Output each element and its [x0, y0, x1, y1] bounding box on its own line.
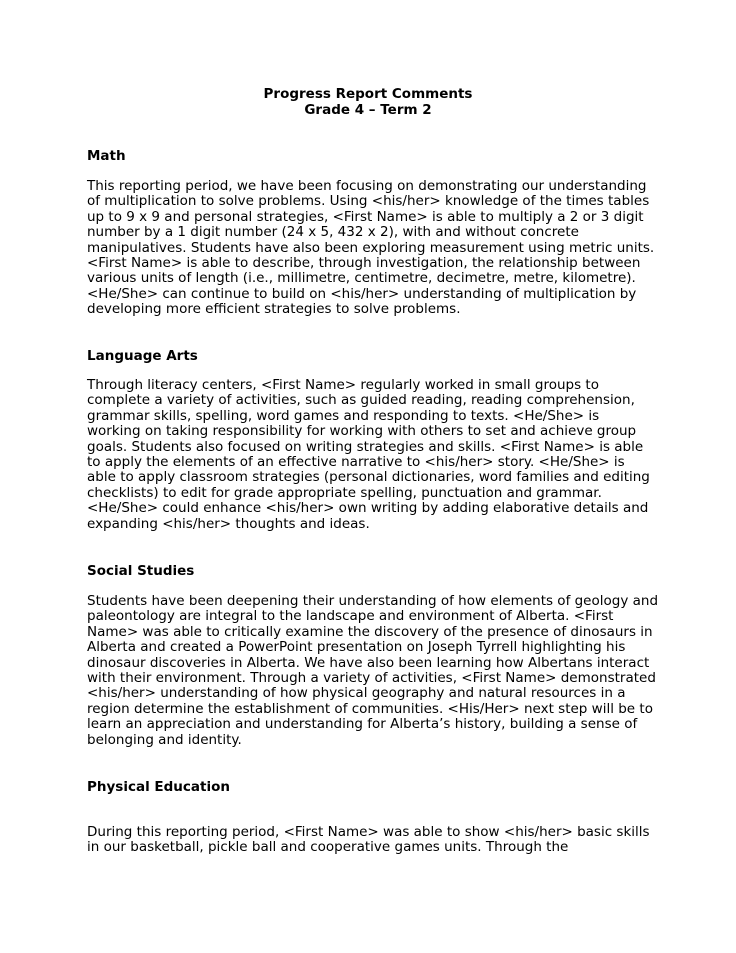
social-studies-paragraph	[87, 594, 667, 748]
physical-education-line: in our basketball, pickle ball and cooperative games units. Through the	[87, 839, 569, 856]
social-studies-line: paleontology are integral to the landscape and environment of Alberta. <First	[87, 608, 614, 625]
physical-education-paragraph	[87, 825, 667, 856]
math-line: <First Name> is able to describe, through investigation, the relationship between	[87, 255, 641, 272]
language-arts-line: to apply the elements of an effective narrative to <his/her> story. <He/She> is	[87, 454, 625, 471]
social-studies-line: Alberta and created a PowerPoint presentation on Joseph Tyrrell highlighting his	[87, 639, 626, 656]
language-arts-line: working on taking responsibility for working with others to set and achieve group	[87, 423, 637, 440]
social-studies-line: learn an appreciation and understanding for Alberta’s history, building a sense of	[87, 716, 638, 733]
math-heading: Math	[87, 148, 126, 164]
title-line-1: Progress Report Comments	[263, 86, 473, 102]
language-arts-line: Through literacy centers, <First Name> regularly worked in small groups to	[87, 377, 599, 393]
math-paragraph	[87, 179, 667, 318]
social-studies-line: <his/her> understanding of how physical geography and natural resources in a	[87, 685, 626, 702]
social-studies-line: Name> was able to critically examine the discovery of the presence of dinosaurs in	[87, 623, 653, 640]
social-studies-line: region determine the establishment of communities. <His/Her> next step will be to	[87, 700, 653, 717]
social-studies-line: dinosaur discoveries in Alberta. We have also been learning how Albertans interact	[87, 654, 650, 671]
physical-education-heading: Physical Education	[87, 779, 230, 795]
language-arts-line: goals. Students also focused on writing strategies and skills. <First Name> is able	[87, 438, 644, 455]
social-studies-line: with their environment. Through a variety of activities, <First Name> demonstrated	[87, 670, 656, 687]
math-line: of multiplication to solve problems. Using <his/her> knowledge of the times tables	[87, 193, 650, 210]
title-line-2: Grade 4 – Term 2	[304, 102, 432, 118]
language-arts-heading: Language Arts	[87, 348, 198, 364]
social-studies-heading: Social Studies	[87, 563, 195, 579]
math-line: developing more efficient strategies to solve problems.	[87, 301, 461, 318]
language-arts-line: checklists) to edit for grade appropriate spelling, punctuation and grammar.	[87, 484, 602, 501]
document-title	[0, 86, 736, 118]
language-arts-paragraph	[87, 378, 667, 532]
language-arts-line: complete a variety of activities, such as guided reading, reading comprehension,	[87, 392, 635, 409]
math-line: This reporting period, we have been focusing on demonstrating our understanding	[87, 178, 647, 194]
language-arts-line: grammar skills, spelling, word games and responding to texts. <He/She> is	[87, 407, 600, 424]
math-line: manipulatives. Students have also been exploring measurement using metric units.	[87, 239, 655, 256]
math-line: various units of length (i.e., millimetre, centimetre, decimetre, metre, kilometre).	[87, 270, 636, 287]
language-arts-line: <He/She> could enhance <his/her> own writing by adding elaborative details and	[87, 500, 649, 517]
physical-education-line: During this reporting period, <First Name> was able to show <his/her> basic skills	[87, 824, 650, 840]
math-line: up to 9 x 9 and personal strategies, <First Name> is able to multiply a 2 or 3 digit	[87, 208, 644, 225]
language-arts-line: expanding <his/her> thoughts and ideas.	[87, 515, 370, 532]
social-studies-line: Students have been deepening their understanding of how elements of geology and	[87, 593, 659, 609]
social-studies-line: belonging and identity.	[87, 731, 242, 748]
math-line: number by a 1 digit number (24 x 5, 432 x 2), with and without concrete	[87, 224, 579, 241]
math-line: <He/She> can continue to build on <his/her> understanding of multiplication by	[87, 285, 637, 302]
language-arts-line: able to apply classroom strategies (personal dictionaries, word families and editing	[87, 469, 650, 486]
